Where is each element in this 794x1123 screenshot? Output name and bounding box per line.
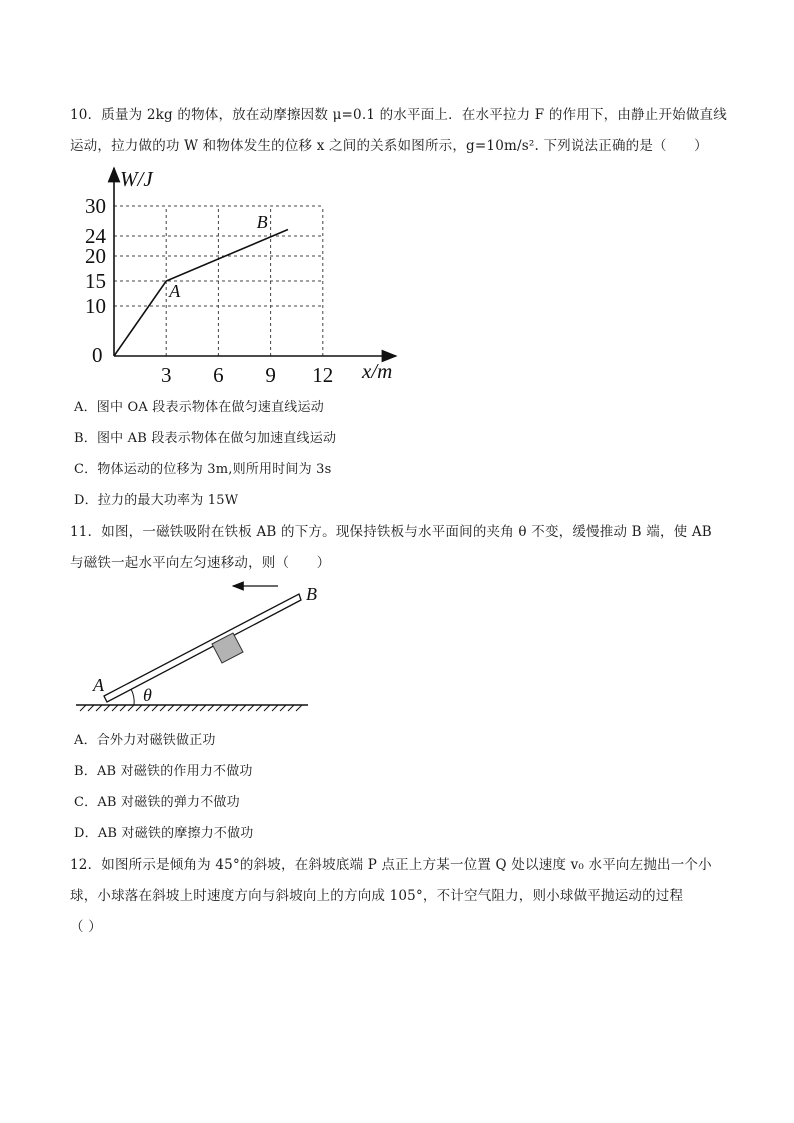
q11-option-d[interactable]: D．AB 对磁铁的摩擦力不做功 — [74, 826, 254, 841]
q12-text-line3: （ ） — [70, 919, 102, 935]
x-tick-label: 9 — [265, 363, 276, 387]
x-tick-label: 6 — [213, 363, 224, 387]
series-layer — [114, 230, 288, 357]
angle-arc — [131, 689, 134, 705]
series-line — [114, 230, 288, 357]
y-tick-label: 24 — [85, 224, 106, 248]
y-axis-label: W/J — [120, 167, 153, 191]
q12-text-line2: 球，小球落在斜坡上时速度方向与斜坡向上的方向成 105°，不计空气阻力，则小球做平抛运动的过程 — [70, 888, 684, 904]
q11-text-line1: 11．如图，一磁铁吸附在铁板 AB 的下方。现保持铁板与水平面间的夹角 θ 不变，缓慢推动 B 端，使 AB — [70, 524, 712, 540]
q10-text-line2: 运动，拉力做的功 W 和物体发生的位移 x 之间的关系如图所示，g=10m/s². 下列说法正确的是（ ） — [70, 138, 708, 154]
q10-option-d[interactable]: D．拉力的最大功率为 15W — [74, 493, 239, 508]
q10-text-line1: 10．质量为 2kg 的物体，放在动摩擦因数 μ=0.1 的水平面上．在水平拉力 F 的作用下，由静止开始做直线 — [70, 107, 727, 123]
y-tick-label: 10 — [85, 294, 106, 318]
origin-label: 0 — [92, 343, 103, 367]
q11-option-a[interactable]: A．合外力对磁铁做正功 — [74, 733, 216, 748]
y-tick-label: 15 — [85, 269, 106, 293]
y-tick-label: 20 — [85, 244, 106, 268]
w-x-chart — [78, 167, 408, 387]
iron-plate-ab — [104, 594, 301, 702]
point-label-b: B — [256, 212, 268, 232]
x-tick-label: 3 — [160, 363, 172, 387]
y-tick-label: 30 — [85, 194, 106, 218]
q11-option-c[interactable]: C．AB 对磁铁的弹力不做功 — [74, 795, 240, 810]
q10-option-c[interactable]: C．物体运动的位移为 3m,则所用时间为 3s — [74, 462, 332, 477]
x-tick-label: 12 — [312, 363, 334, 387]
q10-option-b[interactable]: B．图中 AB 段表示物体在做匀加速直线运动 — [74, 431, 337, 446]
x-axis-label: x/m — [362, 359, 393, 383]
label-a: A — [93, 675, 104, 695]
q11-text-line2: 与磁铁一起水平向左匀速移动，则（ ） — [70, 555, 331, 571]
incline-figure — [70, 578, 320, 718]
q12-text-line1: 12．如图所示是倾角为 45°的斜坡，在斜坡底端 P 点正上方某一位置 Q 处以速度 v₀ 水平向左抛出一个小 — [70, 857, 712, 873]
tick-labels — [85, 194, 333, 387]
chart-grid — [114, 206, 323, 356]
point-label-a: A — [169, 281, 181, 301]
label-theta: θ — [143, 685, 152, 705]
label-b: B — [306, 584, 317, 604]
ground-hatching — [80, 705, 302, 711]
q10-option-a[interactable]: A．图中 OA 段表示物体在做匀速直线运动 — [74, 400, 324, 415]
q11-option-b[interactable]: B．AB 对磁铁的作用力不做功 — [74, 764, 253, 779]
